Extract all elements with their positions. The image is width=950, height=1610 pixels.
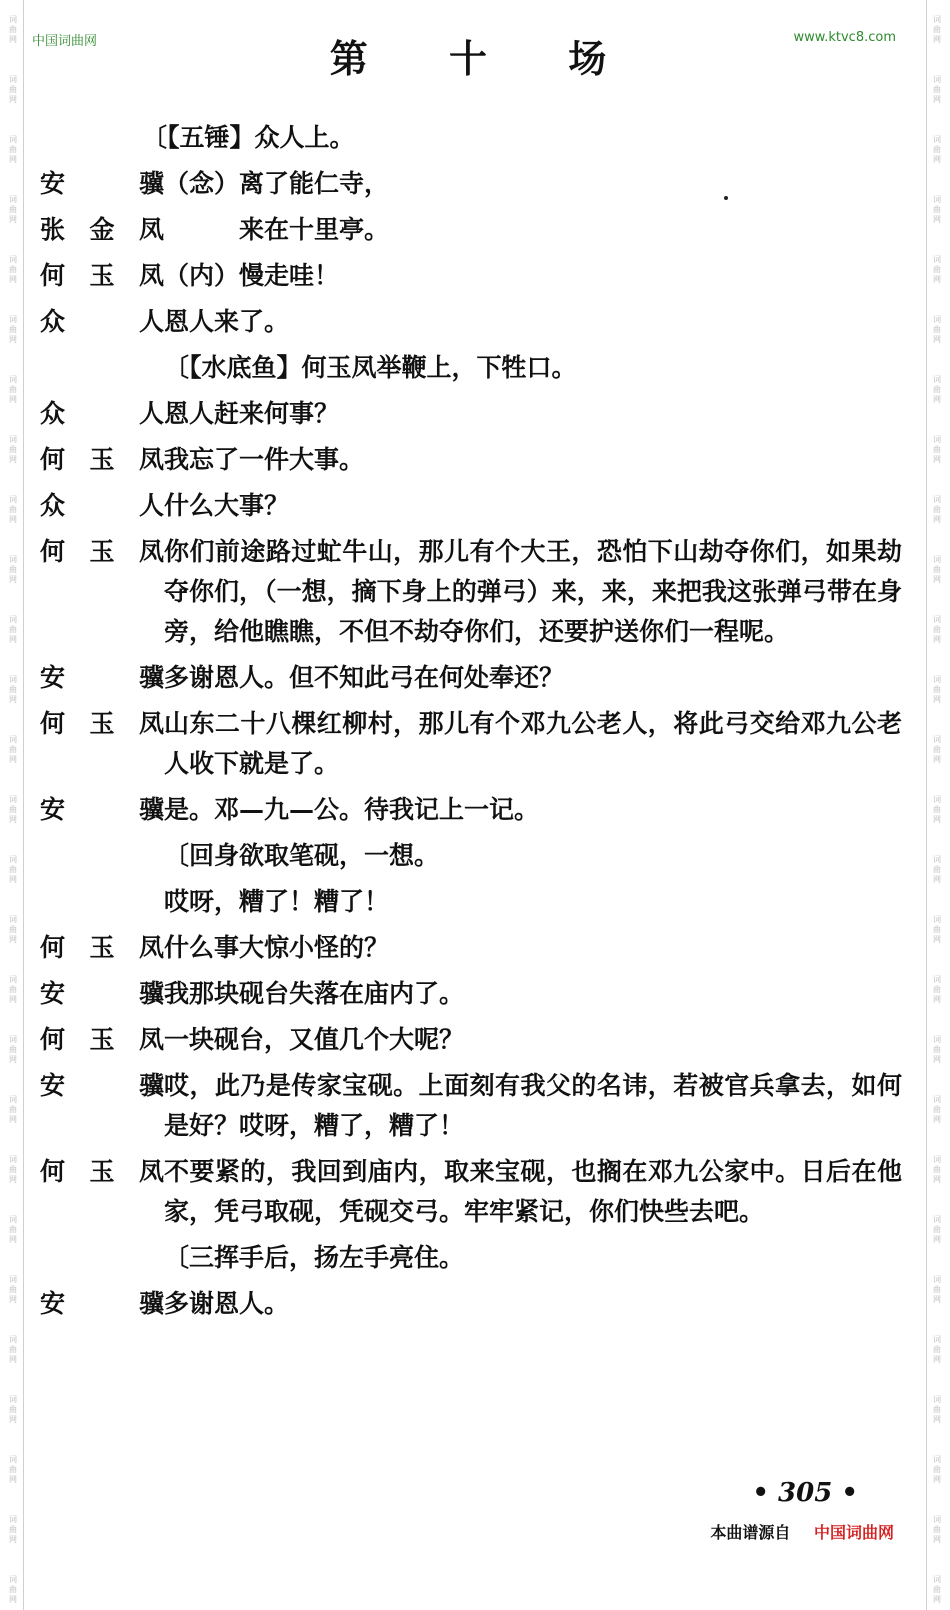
speaker-name: 何玉凤 [40,537,164,566]
watermark-char: 词 [9,1335,17,1344]
watermark-char: 词 [9,975,17,984]
watermark-char: 网 [9,1475,17,1484]
watermark-char: 词 [933,915,941,924]
script-line [40,210,902,250]
dialogue-text: （念）离了能仁寺， [164,169,390,198]
watermark-char: 词 [933,855,941,864]
watermark-char: 网 [933,635,941,644]
watermark-char: 网 [933,95,941,104]
dialogue-text: 多谢恩人。 [164,1289,290,1318]
watermark-char: 词 [933,1575,941,1584]
watermark-char: 网 [933,1115,941,1124]
watermark-char: 曲 [933,1285,941,1294]
script-line [40,348,902,388]
watermark-char: 网 [933,1175,941,1184]
watermark-char: 曲 [9,625,17,634]
watermark-char: 网 [9,35,17,44]
watermark-char: 曲 [933,685,941,694]
watermark-char: 曲 [933,145,941,154]
watermark-char: 曲 [933,445,941,454]
watermark-char: 网 [9,155,17,164]
scene-title: 第 十 场 [329,36,641,81]
watermark-mark [924,480,950,540]
watermark-char: 曲 [9,1345,17,1354]
watermark-char: 词 [9,195,17,204]
script-line [40,882,902,922]
watermark-char: 网 [933,1415,941,1424]
script-line [40,974,902,1014]
watermark-char: 网 [933,335,941,344]
source-site: 中国词曲网 [813,1523,894,1542]
watermark-char: 网 [9,335,17,344]
watermark-char: 词 [9,15,17,24]
watermark-char: 网 [933,1595,941,1604]
watermark-mark [924,600,950,660]
watermark-char: 词 [9,1575,17,1584]
speaker-name: 安 骥 [40,663,164,692]
watermark-char: 网 [9,275,17,284]
watermark-char: 曲 [9,1105,17,1114]
watermark-char: 词 [933,1155,941,1164]
watermark-char: 曲 [9,1045,17,1054]
source-credit [710,1520,894,1543]
watermark-char: 曲 [9,85,17,94]
watermark-char: 网 [9,1415,17,1424]
watermark-char: 曲 [933,505,941,514]
watermark-char: 曲 [9,1285,17,1294]
watermark-char: 词 [933,735,941,744]
watermark-char: 曲 [9,865,17,874]
watermark-char: 词 [9,1515,17,1524]
speaker-name: 张金凤 [40,215,164,244]
stage-direction: 〔【水底鱼】何玉凤举鞭上，下牲口。 [164,353,577,382]
stage-direction: 〔【五锤】众人上。 [142,123,355,152]
watermark-char: 词 [9,1215,17,1224]
script-line [40,164,902,204]
dialogue-text: 我忘了一件大事。 [164,445,365,474]
left-margin-rule [23,0,24,1610]
right-watermark-stack [924,0,950,1610]
watermark-char: 网 [9,575,17,584]
watermark-char: 词 [933,795,941,804]
speaker-name: 安 骥 [40,1071,164,1100]
watermark-char: 网 [933,515,941,524]
watermark-mark [924,900,950,960]
speaker-name: 何玉凤 [40,709,164,738]
watermark-char: 网 [933,1355,941,1364]
watermark-char: 网 [933,1295,941,1304]
watermark-char: 网 [9,755,17,764]
watermark-char: 词 [933,1455,941,1464]
watermark-char: 曲 [9,1225,17,1234]
script-line [40,302,902,342]
speaker-name: 何玉凤 [40,933,164,962]
watermark-mark [924,660,950,720]
watermark-char: 网 [933,35,941,44]
watermark-char: 网 [9,1175,17,1184]
script-line [40,256,902,296]
speaker-name: 安 骥 [40,795,164,824]
watermark-char: 词 [933,195,941,204]
watermark-mark [924,360,950,420]
watermark-char: 词 [9,255,17,264]
watermark-char: 网 [9,1055,17,1064]
watermark-char: 网 [933,1235,941,1244]
watermark-char: 网 [9,1235,17,1244]
dialogue-text: 多谢恩人。但不知此弓在何处奉还？ [164,663,565,692]
watermark-char: 曲 [933,25,941,34]
watermark-char: 曲 [933,1165,941,1174]
watermark-char: 网 [933,455,941,464]
watermark-char: 曲 [9,745,17,754]
watermark-char: 曲 [9,505,17,514]
site-url-label: www.ktvc8.com [793,30,896,45]
watermark-char: 词 [933,315,941,324]
watermark-char: 词 [933,375,941,384]
watermark-char: 网 [933,755,941,764]
watermark-char: 网 [933,275,941,284]
watermark-char: 词 [933,1035,941,1044]
watermark-char: 词 [9,1395,17,1404]
watermark-char: 曲 [933,565,941,574]
script-line [40,928,902,968]
page-number: • 305 • [752,1478,858,1508]
watermark-char: 曲 [933,865,941,874]
watermark-mark [924,780,950,840]
watermark-char: 曲 [9,325,17,334]
watermark-char: 曲 [9,145,17,154]
watermark-char: 网 [9,995,17,1004]
watermark-char: 曲 [933,925,941,934]
watermark-char: 词 [933,435,941,444]
watermark-mark [924,540,950,600]
watermark-char: 词 [933,1395,941,1404]
watermark-char: 词 [9,795,17,804]
watermark-char: 网 [9,1115,17,1124]
dialogue-text: （内）慢走哇！ [164,261,340,290]
watermark-char: 网 [933,1475,941,1484]
watermark-char: 网 [9,695,17,704]
watermark-mark [924,1500,950,1560]
watermark-char: 曲 [933,325,941,334]
watermark-mark [924,1260,950,1320]
speaker-name: 安 骥 [40,1289,164,1318]
speaker-name: 何玉凤 [40,1157,164,1186]
watermark-char: 曲 [9,1465,17,1474]
watermark-char: 曲 [933,1045,941,1054]
dialogue-text: 我那块砚台失落在庙内了。 [164,979,465,1008]
dialogue-text: 你们前途路过虻牛山，那儿有个大王，恐怕下山劫夺你们，如果劫夺你们，（一想，摘下身上的弹弓）来，来，来把我这张弹弓带在身旁，给他瞧瞧，不但不劫夺你们，还要护送你们一程呢。 [164,537,902,646]
watermark-char: 曲 [9,205,17,214]
watermark-char: 网 [933,935,941,944]
watermark-char: 词 [9,135,17,144]
watermark-char: 曲 [9,385,17,394]
script-line [40,1284,902,1324]
script-body [40,118,902,1330]
watermark-char: 网 [933,575,941,584]
watermark-char: 曲 [933,1405,941,1414]
watermark-char: 曲 [9,265,17,274]
watermark-char: 曲 [9,1585,17,1594]
watermark-char: 网 [933,995,941,1004]
watermark-char: 网 [933,695,941,704]
watermark-char: 词 [9,495,17,504]
watermark-char: 词 [9,435,17,444]
watermark-mark [924,180,950,240]
watermark-char: 网 [9,1535,17,1544]
watermark-char: 曲 [933,625,941,634]
stage-direction: 〔三挥手后，扬左手亮住。 [164,1243,465,1272]
script-line [40,1066,902,1146]
watermark-char: 词 [933,975,941,984]
watermark-char: 网 [9,215,17,224]
watermark-char: 曲 [933,1225,941,1234]
script-line [40,486,902,526]
watermark-mark [924,960,950,1020]
dialogue-text: 什么大事？ [164,491,290,520]
watermark-char: 词 [9,555,17,564]
script-line [40,532,902,652]
stage-direction: 〔回身欲取笔砚，一想。 [164,841,440,870]
watermark-char: 词 [933,555,941,564]
watermark-char: 词 [933,135,941,144]
watermark-char: 词 [9,735,17,744]
watermark-mark [924,1140,950,1200]
watermark-char: 网 [933,155,941,164]
watermark-char: 曲 [9,1525,17,1534]
watermark-char: 曲 [933,745,941,754]
watermark-char: 曲 [933,805,941,814]
watermark-char: 词 [933,1515,941,1524]
watermark-char: 词 [9,855,17,864]
watermark-char: 词 [933,495,941,504]
watermark-char: 词 [933,1335,941,1344]
watermark-char: 网 [933,815,941,824]
watermark-mark [924,720,950,780]
watermark-char: 曲 [9,1165,17,1174]
right-watermark-strip [924,0,950,1610]
dialogue-text: 来在十里亭。 [164,215,390,244]
speaker-name: 安 骥 [40,979,164,1008]
watermark-mark [924,840,950,900]
watermark-char: 词 [9,1455,17,1464]
watermark-char: 词 [933,255,941,264]
watermark-char: 网 [9,1295,17,1304]
watermark-char: 网 [933,1055,941,1064]
script-line [40,1238,902,1278]
dialogue-text: 是。邓—九—公。待我记上一记。 [164,795,540,824]
script-line [40,704,902,784]
watermark-char: 曲 [9,565,17,574]
watermark-mark [924,1320,950,1380]
watermark-char: 曲 [933,265,941,274]
watermark-char: 曲 [9,25,17,34]
watermark-char: 词 [933,15,941,24]
watermark-char: 词 [9,315,17,324]
watermark-char: 曲 [933,1465,941,1474]
watermark-char: 词 [933,675,941,684]
watermark-char: 曲 [933,1345,941,1354]
watermark-char: 网 [9,875,17,884]
watermark-mark [924,1440,950,1500]
site-name-label: 中国词曲网 [32,34,98,49]
script-line [142,118,902,158]
speaker-name: 众 人 [40,399,164,428]
watermark-mark [924,1080,950,1140]
script-line [40,1152,902,1232]
watermark-char: 网 [9,515,17,524]
watermark-char: 曲 [9,985,17,994]
watermark-char: 网 [9,395,17,404]
speaker-name: 何玉凤 [40,1025,164,1054]
watermark-char: 曲 [9,685,17,694]
dialogue-text: 山东二十八棵红柳村，那儿有个邓九公老人，将此弓交给邓九公老人收下就是了。 [164,709,902,778]
watermark-char: 词 [9,615,17,624]
watermark-char: 词 [933,1215,941,1224]
watermark-char: 词 [933,75,941,84]
watermark-char: 网 [9,815,17,824]
watermark-char: 词 [933,1275,941,1284]
watermark-char: 网 [9,935,17,944]
watermark-char: 词 [9,375,17,384]
right-margin-rule [926,0,927,1610]
script-line [40,790,902,830]
watermark-char: 曲 [933,1585,941,1594]
watermark-char: 网 [933,395,941,404]
watermark-char: 网 [933,215,941,224]
speaker-name: 众 人 [40,491,164,520]
script-line [40,440,902,480]
speaker-name: 众 人 [40,307,164,336]
dialogue-text: 哎，此乃是传家宝砚。上面刻有我父的名讳，若被官兵拿去，如何是好？哎呀，糟了，糟了！ [164,1071,902,1140]
script-line [40,394,902,434]
watermark-char: 词 [9,1035,17,1044]
watermark-mark [924,240,950,300]
speaker-name: 安 骥 [40,169,164,198]
script-line [40,836,902,876]
watermark-char: 网 [9,455,17,464]
watermark-mark [924,1020,950,1080]
watermark-char: 曲 [933,85,941,94]
watermark-char: 曲 [9,925,17,934]
script-line [40,658,902,698]
watermark-char: 词 [9,915,17,924]
watermark-mark [924,1200,950,1260]
watermark-char: 曲 [9,805,17,814]
dialogue-text: 什么事大惊小怪的？ [164,933,390,962]
watermark-char: 曲 [933,385,941,394]
watermark-char: 曲 [933,205,941,214]
watermark-char: 网 [933,1535,941,1544]
watermark-char: 曲 [933,1105,941,1114]
script-line [40,1020,902,1060]
watermark-mark [924,420,950,480]
source-label: 本曲谱源自 [710,1523,791,1542]
watermark-mark [924,120,950,180]
watermark-char: 网 [9,635,17,644]
watermark-char: 曲 [933,985,941,994]
dialogue-text: 哎呀，糟了！糟了！ [164,887,390,916]
watermark-mark [924,300,950,360]
watermark-char: 词 [933,615,941,624]
watermark-char: 曲 [9,1405,17,1414]
dialogue-text: 一块砚台，又值几个大呢？ [164,1025,465,1054]
watermark-char: 曲 [933,1525,941,1534]
left-watermark-strip [0,0,26,1610]
watermark-mark [924,1380,950,1440]
dialogue-text: 不要紧的，我回到庙内，取来宝砚，也搁在邓九公家中。日后在他家，凭弓取砚，凭砚交弓。牢牢紧记，你们快些去吧。 [164,1157,902,1226]
watermark-char: 词 [9,1155,17,1164]
watermark-char: 网 [9,1595,17,1604]
speaker-name: 何玉凤 [40,445,164,474]
watermark-char: 词 [9,75,17,84]
watermark-mark [924,1560,950,1610]
watermark-char: 网 [933,875,941,884]
watermark-char: 词 [933,1095,941,1104]
watermark-char: 曲 [9,445,17,454]
dialogue-text: 恩人赶来何事？ [164,399,340,428]
watermark-char: 词 [9,1095,17,1104]
watermark-char: 词 [9,1275,17,1284]
watermark-char: 网 [9,1355,17,1364]
watermark-char: 网 [9,95,17,104]
dialogue-text: 恩人来了。 [164,307,290,336]
speaker-name: 何玉凤 [40,261,164,290]
watermark-char: 词 [9,675,17,684]
